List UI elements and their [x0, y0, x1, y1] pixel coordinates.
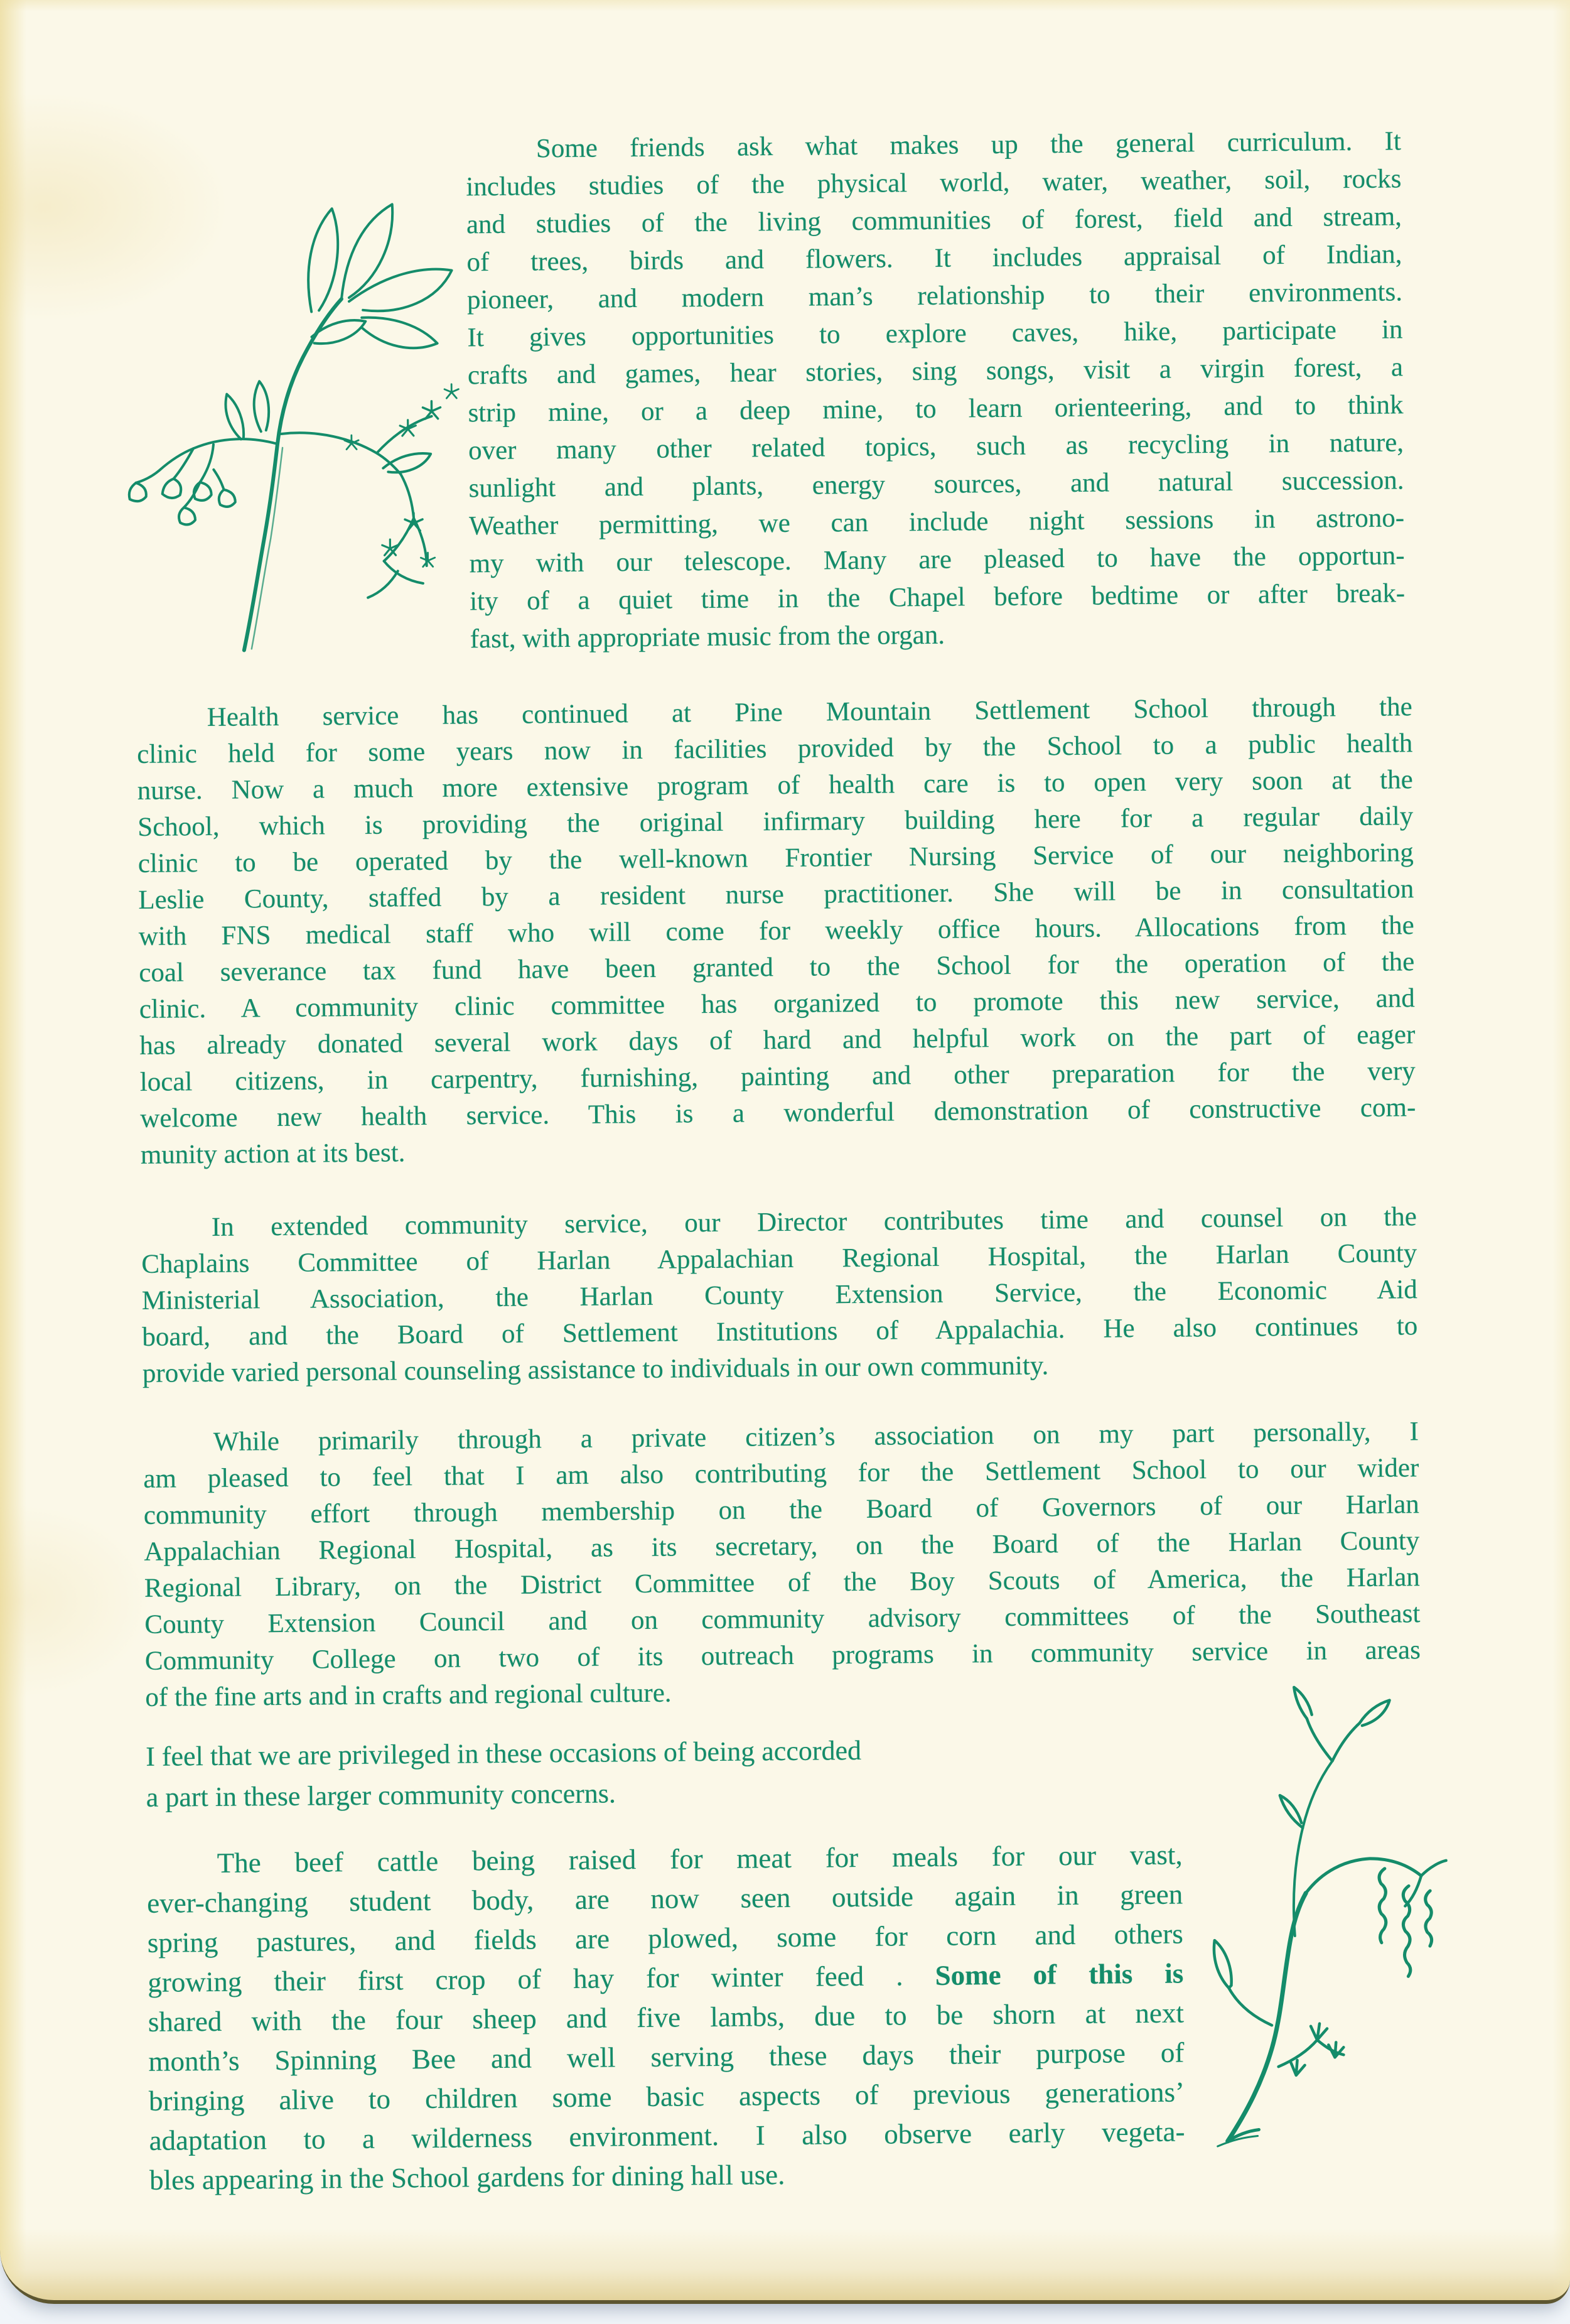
- paragraph-beef-cattle: The beef cattle being raised for meat for meals for our vast, ever-changing student body, are now seen outside again in green spring pastures, and fields are plowed, some for corn and others growing their first crop of hay for winter feed . Some of this is shared with the four sheep and five lambs, due to be shorn at next month’s Spinning Bee and well serving these days their purpose of bringing alive to children some basic aspects of previous generations’ adaptation to a wilderness environment. I also observe early vegeta- bles appearing in the School gardens for dining hall use.: [147, 1839, 1185, 2196]
- flowering-branch-illustration: [110, 158, 466, 657]
- paragraph-extended-community-service: In extended community service, our Director contributes time and counsel on the Chaplains Committee of Harlan Appalachian Regional Hospital, the Harlan County Ministerial Association, the Harlan County Extension Service, the Economic Aid board, and the Board of Settlement Institutions of Appalachia. He also continues to provide varied personal counseling assistance to individuals in our own community.: [141, 1202, 1418, 1388]
- paragraph-wider-community: While primarily through a private citizen’s association on my part personally, I am pleased to feel that I am also contributing for the Settlement School to our wider community effort through membership on the Board of Governors of our Harlan Appalachian Regional Hospital, as its secretary, on the Board of the Harlan County Regional Library, on the District Committee of the Boy Scouts of America, the Harlan County Extension Council and on community advisory committees of the Southeast Community College on two of its outreach programs in community service in areas of the fine arts and in crafts and regional culture.: [143, 1417, 1421, 1712]
- catkin-branch-illustration: [1169, 1672, 1450, 2152]
- paragraph-curriculum: Some friends ask what makes up the general curriculum. It includes studies of the physical world, water, weather, soil, rocks and studies of the living communities of forest, field and stream, of trees, birds and flowers. It includes appraisal of Indian, pioneer, and modern man’s relationship to their environments. It gives opportunities to explore caves, hike, participate in crafts and games, hear stories, sing songs, visit a virgin forest, a strip mine, or a deep mine, to learn orienteering, and to think over many other related topics, such as recycling in nature, sunlight and plants, energy sources, and natural succession. Weather permitting, we can include night sessions in astrono- my with our telescope. Many are pleased to have the opportun- ity of a quiet time in the Chapel before bedtime or after break- fast, with appropriate music from the organ.: [466, 126, 1406, 654]
- paragraph-privileged: I feel that we are privileged in these occasions of being accorded a part in these larger community concerns.: [146, 1734, 862, 1813]
- paragraph-health-service: Health service has continued at Pine Mountain Settlement School through the clinic held for some years now in facilities provided by the School to a public health nurse. Now a much more extensive program of health care is to open very soon at the School, which is providing the original infirmary building here for a regular daily clinic to be operated by the well-known Frontier Nursing Service of our neighboring Leslie County, staffed by a resident nurse practitioner. She will be in consultation with FNS medical staff who will come for weekly office hours. Allocations from the coal severance tax fund have been granted to the School for the operation of the clinic. A community clinic committee has organized to promote this new service, and has already donated several work days of hard and helpful work on the part of eager local citizens, in carpentry, furnishing, painting and other preparation for the very welcome new health service. This is a wonderful demonstration of constructive com- munity action at its best.: [137, 692, 1416, 1170]
